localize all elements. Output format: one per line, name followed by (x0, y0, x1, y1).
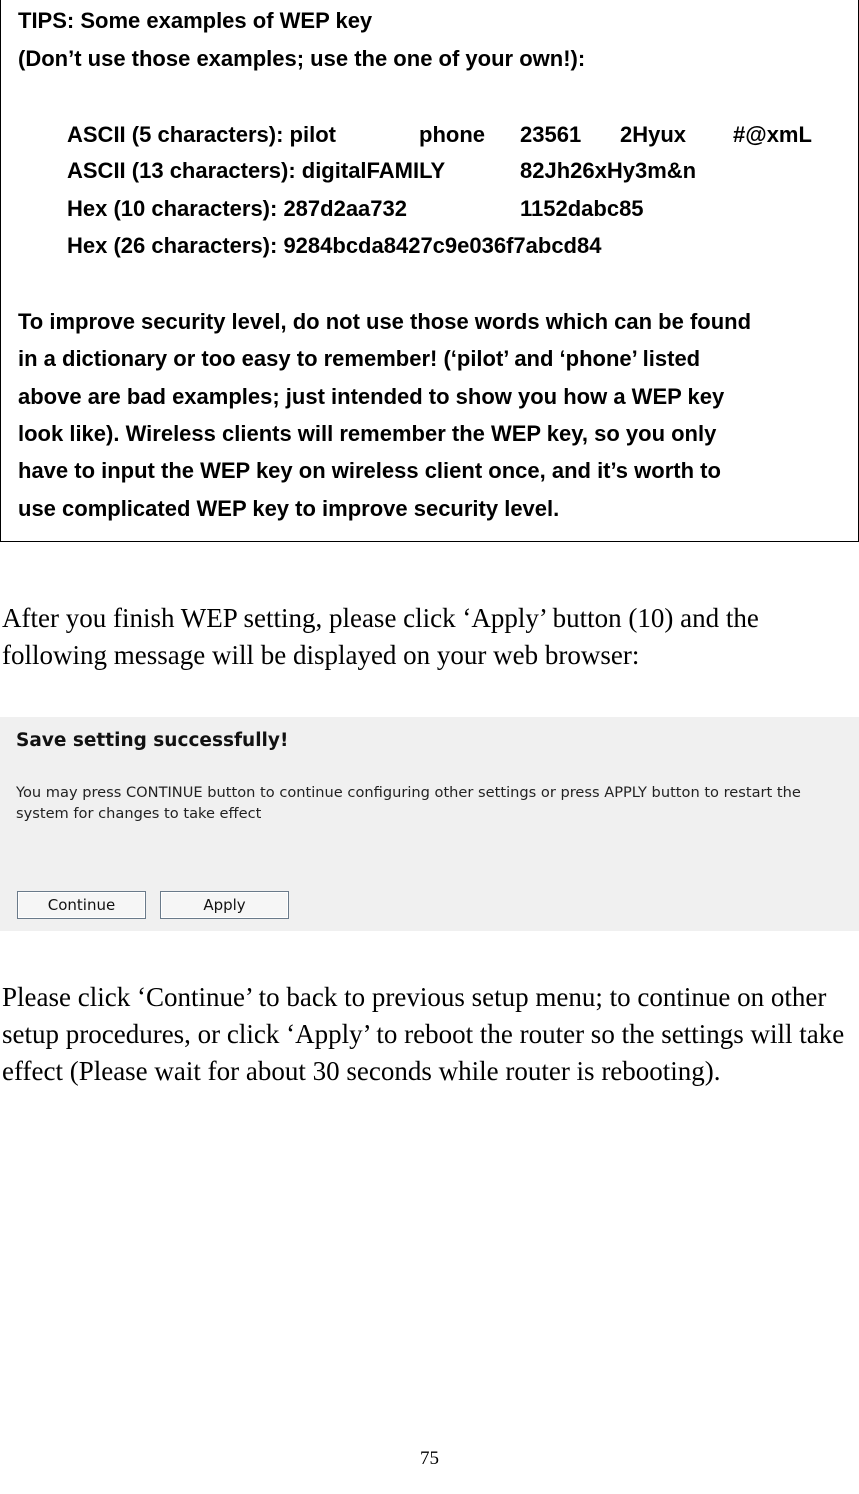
advice-line: have to input the WEP key on wireless client once, and it’s worth to (18, 458, 721, 483)
tips-heading: TIPS: Some examples of WEP key (18, 8, 373, 33)
advice-line: in a dictionary or too easy to remember! (‘pilot’ and ‘phone’ listed (18, 346, 701, 371)
advice-line: above are bad examples; just intended to show you how a WEP key (18, 384, 725, 409)
panel-message: You may press CONTINUE button to continue configuring other settings or press APPLY button to restart the system for changes to take effect (16, 784, 801, 822)
example-value: 1152dabc85 (520, 196, 644, 221)
apply-button[interactable]: Apply (160, 891, 289, 919)
advice-line: look like). Wireless clients will remember the WEP key, so you only (18, 421, 717, 446)
save-success-panel (0, 717, 859, 931)
example-value: 82Jh26xHy3m&n (520, 158, 697, 183)
example-value: phone (419, 122, 485, 147)
advice-line: use complicated WEP key to improve security level. (18, 496, 560, 521)
tips-subheading: (Don’t use those examples; use the one of your own!): (18, 46, 586, 71)
tips-box (0, 0, 859, 542)
example-value: 2Hyux (620, 122, 687, 147)
example-label: ASCII (13 characters): digitalFAMILY (67, 158, 446, 183)
continue-instruction-paragraph: Please click ‘Continue’ to back to previous setup menu; to continue on other setup procedures, or click ‘Apply’ to reboot the router so the settings will take effect (Please wait for about 30 seconds while router is rebooting). (2, 982, 845, 1086)
page-number: 75 (420, 1448, 439, 1469)
advice-line: To improve security level, do not use those words which can be found (18, 309, 752, 334)
continue-button[interactable]: Continue (17, 891, 146, 919)
example-label: ASCII (5 characters): pilot (67, 122, 336, 147)
example-label: Hex (10 characters): 287d2aa732 (67, 196, 408, 221)
example-value: 23561 (520, 122, 582, 147)
panel-title: Save setting successfully! (16, 730, 289, 751)
example-value: #@xmL (733, 122, 812, 147)
apply-instruction-paragraph: After you finish WEP setting, please click ‘Apply’ button (10) and the following message will be displayed on your web browser: (2, 603, 759, 670)
example-label: Hex (26 characters): 9284bcda8427c9e036f7abcd84 (67, 233, 602, 258)
